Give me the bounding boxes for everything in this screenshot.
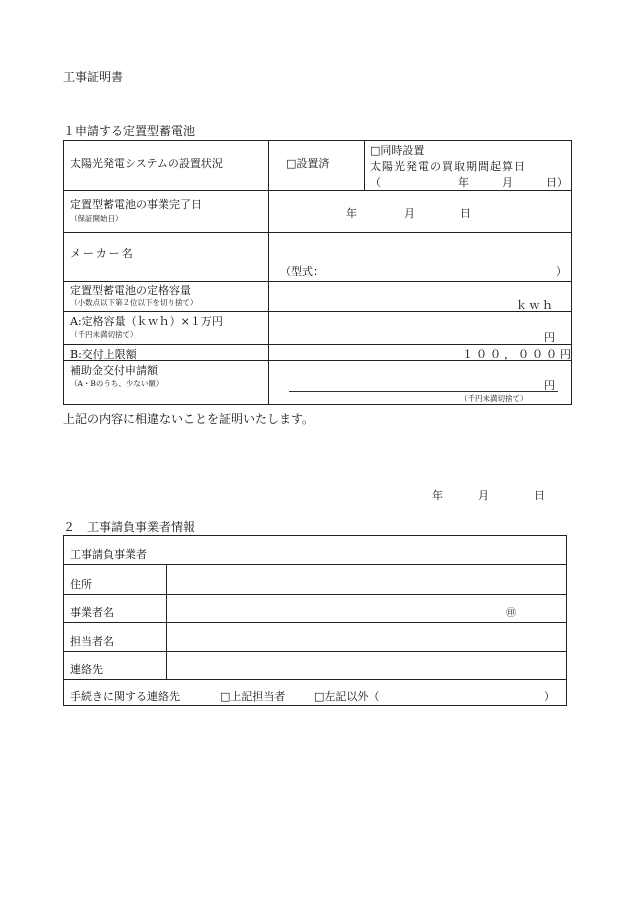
above-person-checkbox[interactable]: □上記担当者 xyxy=(220,690,286,703)
installed-checkbox[interactable]: □設置済 xyxy=(286,157,330,170)
document-title: 工事証明書 xyxy=(63,70,124,84)
contact-label: 連絡先 xyxy=(70,663,103,676)
contractor-header: 工事請負事業者 xyxy=(70,548,147,561)
other-close: ） xyxy=(544,690,555,703)
completion-date-label: 定置型蓄電池の事業完了日 xyxy=(70,198,202,211)
completion-date-note: （保証開始日） xyxy=(70,214,123,223)
a-note: （千円未満切捨て） xyxy=(70,330,138,339)
capacity-label: 定置型蓄電池の定格容量 xyxy=(70,284,191,297)
row-divider xyxy=(64,311,571,312)
contractor-table xyxy=(63,535,567,706)
section1-title: １申請する定置型蓄電池 xyxy=(63,124,196,138)
completion-day: 日 xyxy=(460,207,471,220)
completion-year: 年 xyxy=(346,207,357,220)
row-divider xyxy=(64,594,566,595)
capacity-unit: ｋｗｈ xyxy=(516,299,555,312)
procedure-label: 手続きに関する連絡先 xyxy=(70,690,180,703)
b-label: B:交付上限額 xyxy=(70,348,137,361)
row-divider xyxy=(64,564,566,565)
a-unit: 円 xyxy=(544,331,555,344)
section2-title: ２ 工事請負事業者情報 xyxy=(63,520,196,534)
seal-mark: ㊞ xyxy=(506,608,516,619)
address-label: 住所 xyxy=(70,578,92,591)
certification-text: 上記の内容に相違ないことを証明いたします。 xyxy=(63,412,315,426)
model-close: ） xyxy=(556,265,567,278)
purchase-date-field[interactable]: （ 年 月 日） xyxy=(370,176,568,189)
date-month: 月 xyxy=(478,489,489,502)
row-divider xyxy=(64,232,571,233)
subsidy-underline xyxy=(289,391,558,392)
column-divider xyxy=(268,141,269,404)
company-label: 事業者名 xyxy=(70,606,114,619)
date-day: 日 xyxy=(534,489,545,502)
row-divider xyxy=(64,344,571,345)
row-divider xyxy=(64,679,566,680)
maker-label: メーカー名 xyxy=(70,247,135,260)
column-divider xyxy=(364,141,365,190)
simultaneous-checkbox[interactable]: □同時設置 xyxy=(370,144,425,157)
subsidy-unit: 円 xyxy=(544,379,555,392)
subsidy-footnote: （千円未満切捨て） xyxy=(460,394,528,403)
solar-status-label: 太陽光発電システムの設置状況 xyxy=(70,157,223,170)
subsidy-label: 補助金交付申請額 xyxy=(70,364,158,377)
other-checkbox[interactable]: □左記以外（ xyxy=(314,690,380,703)
date-year: 年 xyxy=(432,489,443,502)
row-divider xyxy=(64,622,566,623)
a-label: A:定格容量（ｋｗｈ）×１万円 xyxy=(70,315,223,328)
capacity-note: （小数点以下第２位以下を切り捨て） xyxy=(70,298,198,307)
battery-table xyxy=(63,140,572,405)
certification-date xyxy=(430,487,550,501)
subsidy-note: （A・Bのうち、少ない額） xyxy=(70,379,164,388)
person-label: 担当者名 xyxy=(70,635,114,648)
model-label: （型式： xyxy=(280,265,324,278)
column-divider xyxy=(166,564,167,679)
row-divider xyxy=(64,651,566,652)
completion-month: 月 xyxy=(404,207,415,220)
b-value: １００，０００円 xyxy=(462,348,574,361)
row-divider xyxy=(64,190,571,191)
purchase-period-label: 太陽光発電の買取期間起算日 xyxy=(370,160,526,173)
